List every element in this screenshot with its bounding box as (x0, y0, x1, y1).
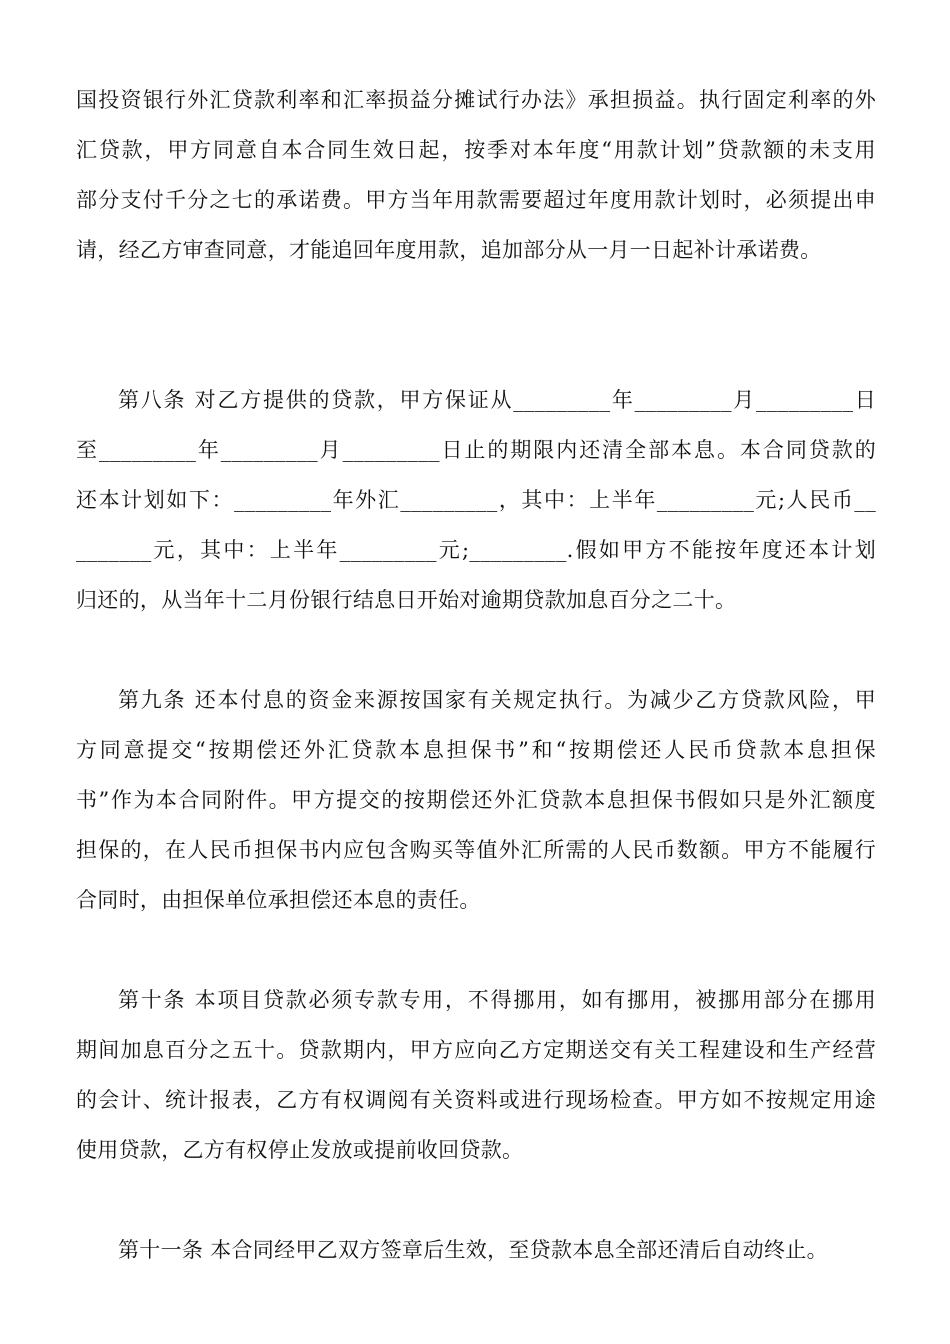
paragraph-line: 汇贷款，甲方同意自本合同生效日起，按季对本年度“用款计划”贷款额的未支用 (76, 138, 876, 162)
article-10-line: 使用贷款，乙方有权停止发放或提前收回贷款。 (76, 1138, 524, 1162)
article-9-line: 合同时，由担保单位承担偿还本息的责任。 (76, 888, 481, 912)
article-9-line: 第九条 还本付息的资金来源按国家有关规定执行。为减少乙方贷款风险，甲 (118, 688, 876, 712)
article-8-line: 还本计划如下：_________年外汇_________，其中：上半年_________元;人民币__ (76, 488, 876, 512)
article-8-line: _______元，其中：上半年_________元;_________.假如甲方不能按年度还本计划 (76, 538, 876, 562)
article-9-line: 书”作为本合同附件。甲方提交的按期偿还外汇贷款本息担保书假如只是外汇额度 (76, 788, 876, 812)
article-8-line: 至_________年_________月_________日止的期限内还清全部本息。本合同贷款的 (76, 438, 876, 462)
paragraph-line: 国投资银行外汇贷款利率和汇率损益分摊试行办法》承担损益。执行固定利率的外 (76, 88, 876, 112)
article-9-line: 担保的，在人民币担保书内应包含购买等值外汇所需的人民币数额。甲方不能履行 (76, 838, 876, 862)
article-11-line: 第十一条 本合同经甲乙双方签章后生效，至贷款本息全部还清后自动终止。 (118, 1238, 828, 1262)
article-8-line: 归还的，从当年十二月份银行结息日开始对逾期贷款加息百分之二十。 (76, 588, 737, 612)
article-9-line: 方同意提交“按期偿还外汇贷款本息担保书”和“按期偿还人民币贷款本息担保 (76, 738, 876, 762)
article-8-line: 第八条 对乙方提供的贷款，甲方保证从_________年_________月_________日 (118, 388, 876, 412)
article-10-line: 第十条 本项目贷款必须专款专用，不得挪用，如有挪用，被挪用部分在挪用 (118, 988, 876, 1012)
paragraph-line: 部分支付千分之七的承诺费。甲方当年用款需要超过年度用款计划时，必须提出申 (76, 188, 876, 212)
article-10-line: 期间加息百分之五十。贷款期内，甲方应向乙方定期送交有关工程建设和生产经营 (76, 1038, 876, 1062)
article-10-line: 的会计、统计报表，乙方有权调阅有关资料或进行现场检查。甲方如不按规定用途 (76, 1088, 876, 1112)
paragraph-line: 请，经乙方审查同意，才能追回年度用款，追加部分从一月一日起补计承诺费。 (76, 238, 822, 262)
